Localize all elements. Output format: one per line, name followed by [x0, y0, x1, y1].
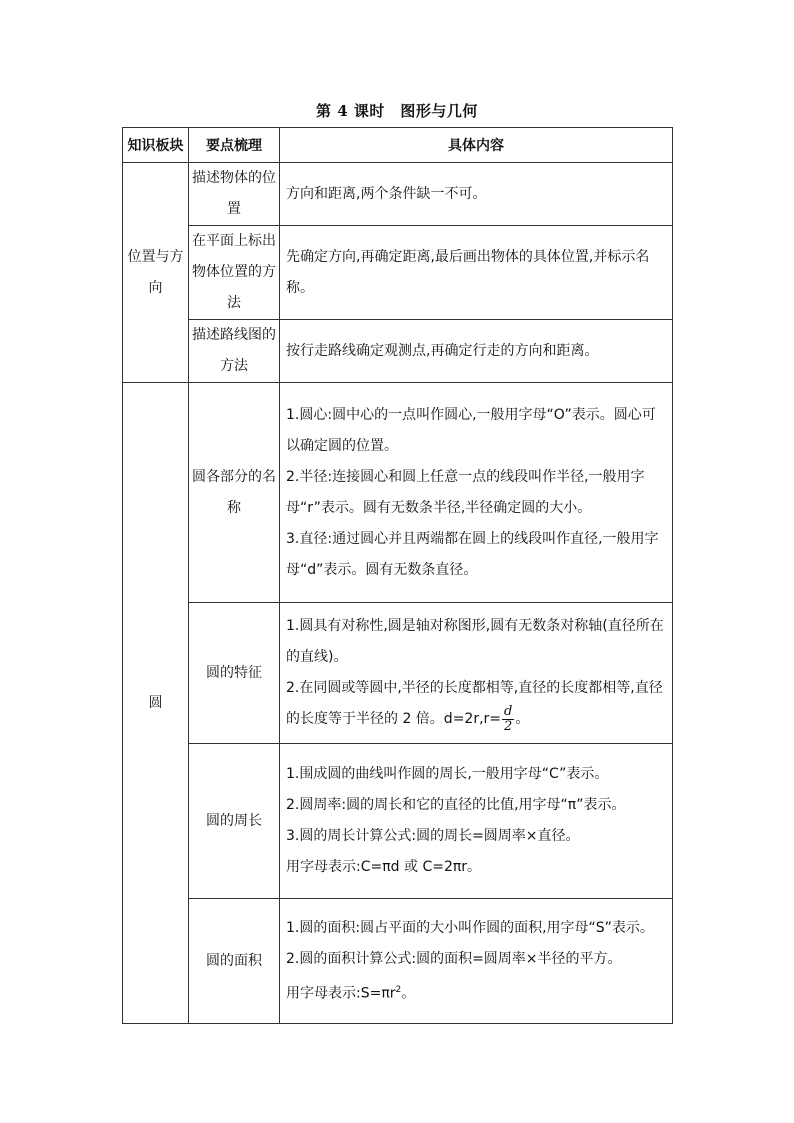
detail-circle-features: 1.圆具有对称性,圆是轴对称图形,圆有无数条对称轴(直径所在的直线)。 2.在同圆或等圆中,半径的长度都相等,直径的长度都相等,直径的长度等于半径的 2 倍。d=2r,r= $\frac{d}{2}$ 。	[280, 603, 673, 744]
page-title: 第 4 课时 图形与几何	[316, 102, 478, 120]
table-row	[123, 899, 673, 1024]
fraction-d-over-2: $\frac{d}{2}$	[504, 703, 513, 734]
key-circle-features: 圆的特征	[189, 603, 280, 744]
table-row	[123, 320, 673, 383]
category-position: 位置与方向	[123, 163, 189, 383]
header-key-points: 要点梳理	[189, 128, 280, 163]
table-row	[123, 383, 673, 603]
detail-circumference: 1.围成圆的曲线叫作圆的周长,一般用字母“C”表示。 2.圆周率:圆的周长和它的直径的比值,用字母“π”表示。 3.圆的周长计算公式:圆的周长=圆周率×直径。 用字母表示:C=πd 或 C=2πr。	[280, 744, 673, 899]
table-row	[123, 603, 673, 744]
detail-mark-position: 先确定方向,再确定距离,最后画出物体的具体位置,并标示名称。	[280, 226, 673, 320]
table-row	[123, 163, 673, 226]
detail-area: 1.圆的面积:圆占平面的大小叫作圆的面积,用字母“S”表示。 2.圆的面积计算公式:圆的面积=圆周率×半径的平方。 用字母表示$:S=\pi r^2$。	[280, 899, 673, 1024]
key-area: 圆的面积	[189, 899, 280, 1024]
exponent: 2	[395, 984, 402, 995]
detail-describe-position: 方向和距离,两个条件缺一不可。	[280, 163, 673, 226]
table-row	[123, 744, 673, 899]
key-describe-position: 描述物体的位置	[189, 163, 280, 226]
header-category: 知识板块	[123, 128, 189, 163]
key-mark-position: 在平面上标出物体位置的方法	[189, 226, 280, 320]
header-details: 具体内容	[280, 128, 673, 163]
category-circle: 圆	[123, 383, 189, 1024]
table-header-row	[123, 128, 673, 163]
knowledge-table	[122, 127, 673, 1024]
table-row	[123, 226, 673, 320]
detail-circle-parts: 1.圆心:圆中心的一点叫作圆心,一般用字母“O”表示。圆心可以确定圆的位置。 2.半径:连接圆心和圆上任意一点的线段叫作半径,一般用字母“r”表示。圆有无数条半径,半径确定圆的大小。 3.直径:通过圆心并且两端都在圆上的线段叫作直径,一般用字母“d”表示。圆有无数条直径。	[280, 383, 673, 603]
key-circumference: 圆的周长	[189, 744, 280, 899]
key-circle-parts: 圆各部分的名称	[189, 383, 280, 603]
key-route-map: 描述路线图的方法	[189, 320, 280, 383]
detail-route-map: 按行走路线确定观测点,再确定行走的方向和距离。	[280, 320, 673, 383]
